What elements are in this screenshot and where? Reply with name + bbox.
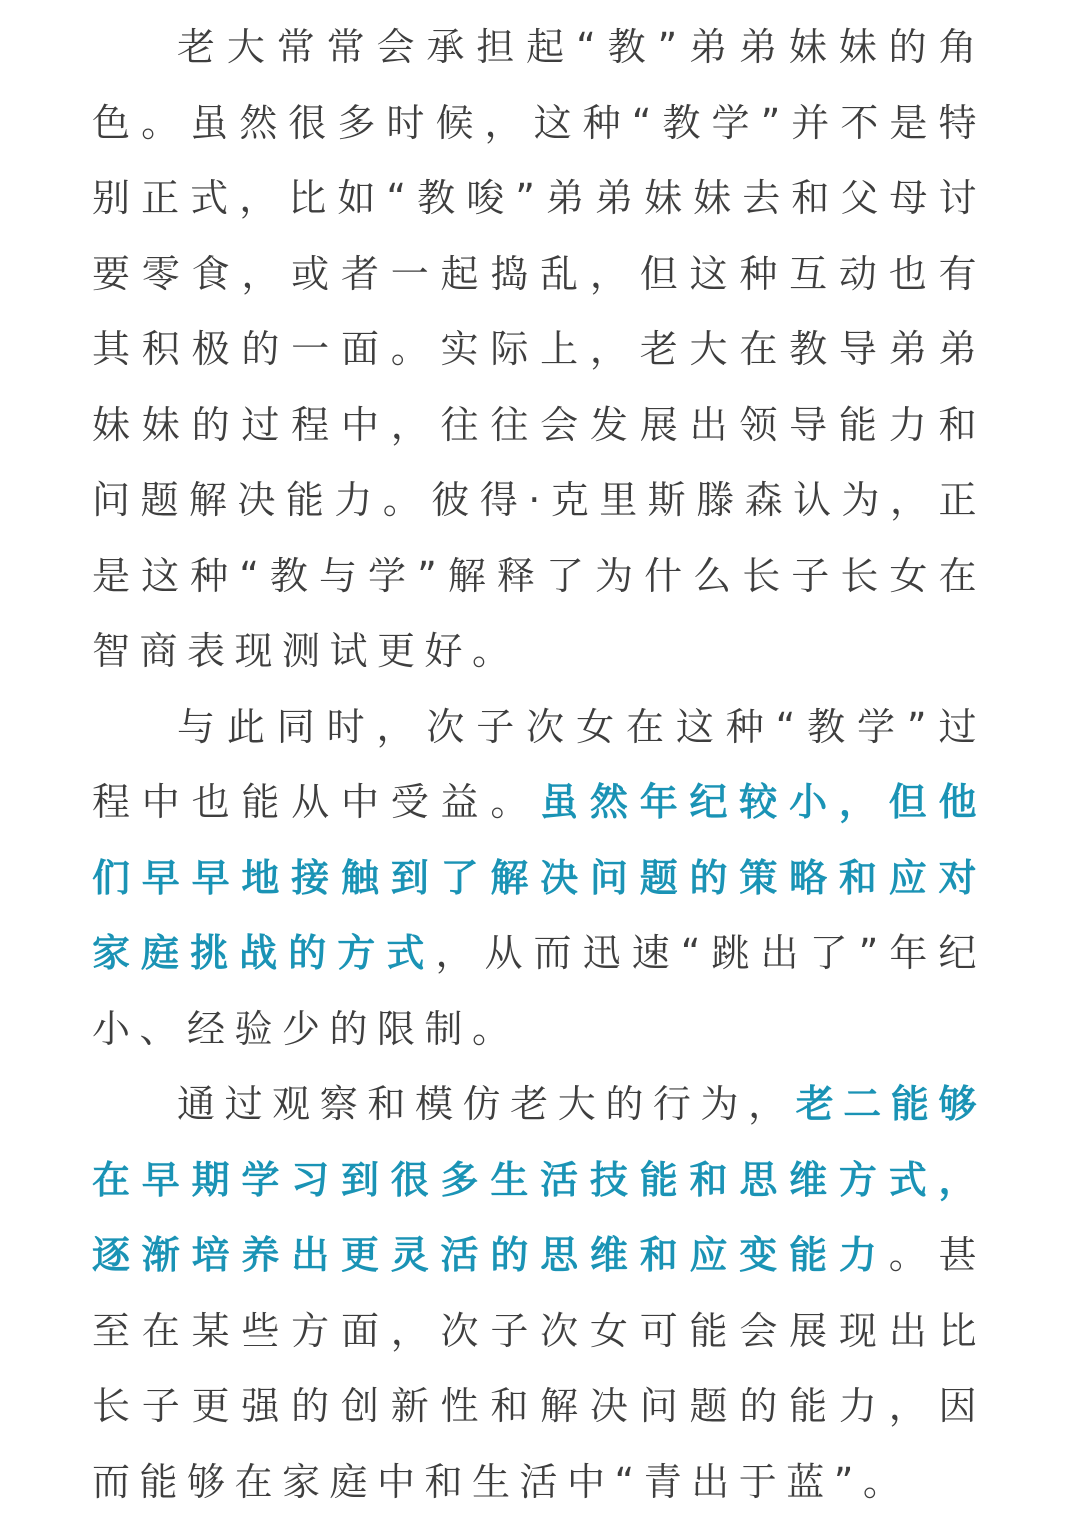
paragraph-2 [92, 690, 986, 1068]
paragraph-2-text-end: ，从而迅速“跳出了”年纪小、经验少的限制。 [92, 931, 986, 1051]
paragraph-3-text-end: 。甚至在某些方面，次子次女可能会展现出比长子更强的创新性和解决问题的能力，因而能够在家庭中和生活中“青出于蓝”。 [92, 1233, 986, 1504]
paragraph-1 [92, 10, 986, 690]
paragraph-3-highlight: 老二能够在早期学习到很多生活技能和思维方式，逐渐培养出更灵活的思维和应变能力 [92, 1082, 986, 1277]
paragraph-1-text: 老大常常会承担起“教”弟弟妹妹的角色。虽然很多时候，这种“教学”并不是特别正式，比如“教唆”弟弟妹妹去和父母讨要零食，或者一起捣乱，但这种互动也有其积极的一面。实际上，老大在教导弟弟妹妹的过程中，往往会发展出领导能力和问题解决能力。彼得·克里斯滕森认为，正是这种“教与学”解释了为什么长子长女在智商表现测试更好。 [92, 25, 986, 673]
paragraph-2-highlight: 虽然年纪较小，但他们早早地接触到了解决问题的策略和应对家庭挑战的方式 [92, 780, 986, 975]
paragraph-3-text: 通过观察和模仿老大的行为， [177, 1082, 796, 1126]
paragraph-3 [92, 1067, 986, 1520]
paragraph-2-text: 与此同时，次子次女在这种“教学”过程中也能从中受益。 [92, 704, 986, 824]
